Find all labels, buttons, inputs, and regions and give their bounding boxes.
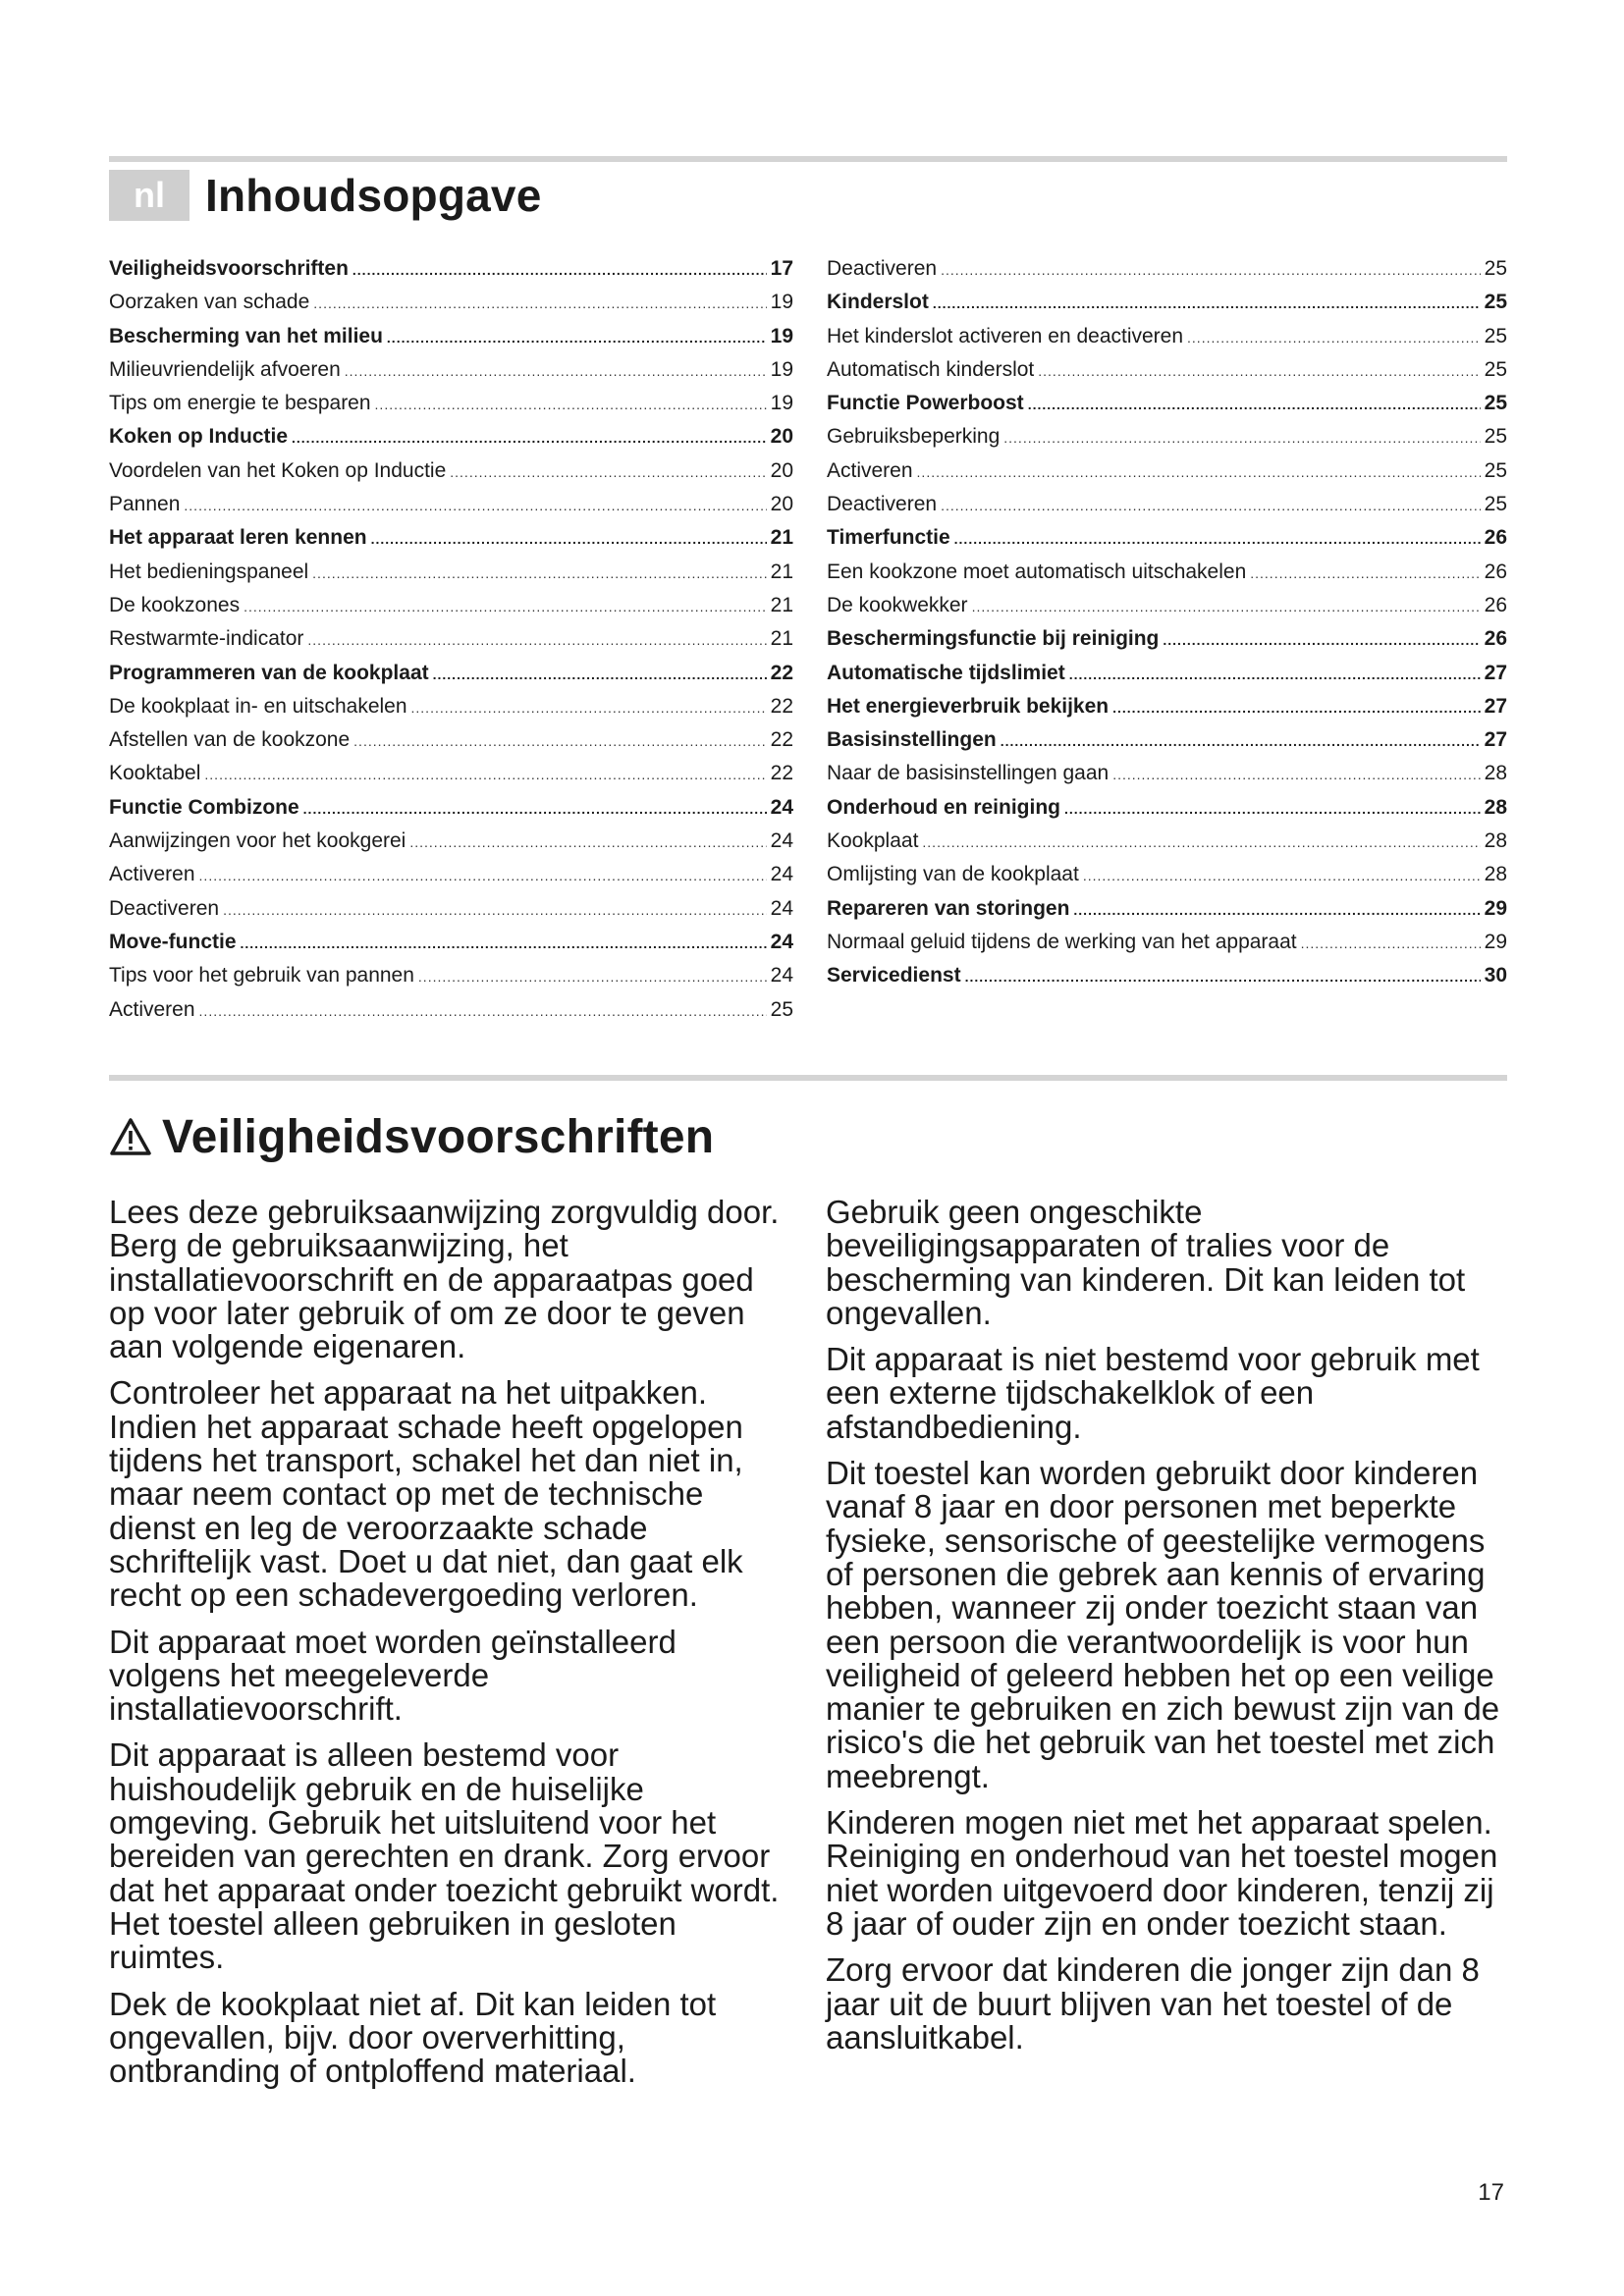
toc-entry-page: 22 (770, 762, 793, 785)
toc-entry-title: Onderhoud en reiniging (827, 795, 1060, 819)
toc-entry-title: Een kookzone moet automatisch uitschakelen (827, 560, 1247, 583)
toc-entry-title: Het bedieningspaneel (109, 560, 309, 583)
toc-entry[interactable] (109, 964, 793, 997)
toc-leader-dots (1112, 767, 1480, 782)
toc-leader-dots (418, 969, 767, 985)
toc-entry-title: Tips voor het gebruik van pannen (109, 964, 414, 988)
body-paragraph: Gebruik geen ongeschikte beveiligingsapparaten of tralies voor de bescherming van kinderen. Dit kan leiden tot ongevallen. (826, 1194, 1466, 1331)
toc-entry-page: 24 (770, 863, 793, 886)
toc-leader-dots (954, 531, 1481, 547)
toc-entry-page: 22 (770, 694, 793, 718)
toc-entry-page: 21 (770, 593, 793, 616)
toc-entry[interactable] (827, 325, 1507, 358)
toc-entry-title: Tips om energie te besparen (109, 392, 371, 415)
toc-entry-page: 28 (1484, 829, 1507, 853)
toc-entry-title: Basisinstellingen (827, 728, 997, 752)
toc-leader-dots (371, 531, 767, 547)
toc-entry[interactable] (109, 728, 793, 762)
toc-leader-dots (199, 868, 767, 883)
toc-entry-page: 19 (770, 324, 793, 347)
language-tag: nl (109, 170, 189, 221)
toc-entry[interactable] (827, 964, 1507, 997)
toc-entry-page: 21 (770, 627, 793, 651)
toc-entry-title: Functie Powerboost (827, 392, 1024, 415)
toc-leader-dots (1038, 363, 1480, 379)
toc-leader-dots (1064, 801, 1481, 817)
toc-leader-dots (1187, 330, 1481, 346)
body-paragraph: Dek de kookplaat niet af. Dit kan leiden tot ongevallen, bijv. door oververhitting, ontbranding of ontploffend materiaal. (109, 1985, 717, 2090)
toc-entry-title: Het apparaat leren kennen (109, 526, 367, 550)
toc-entry-title: Kooktabel (109, 762, 201, 785)
toc-entry-page: 27 (1484, 728, 1507, 752)
warning-triangle-icon (109, 1117, 152, 1156)
toc-right-column (827, 257, 1507, 998)
toc-entry-title: Restwarmte-indicator (109, 627, 304, 651)
toc-entry[interactable] (109, 459, 793, 493)
toc-leader-dots (244, 599, 767, 614)
toc-leader-dots (223, 902, 767, 918)
toc-entry-page: 19 (770, 357, 793, 381)
toc-entry-title: Normaal geluid tijdens de werking van het apparaat (827, 930, 1297, 953)
toc-entry[interactable] (827, 695, 1507, 728)
toc-entry-page: 25 (770, 997, 793, 1021)
body-paragraph: Kinderen mogen niet met het apparaat spelen. Reiniging en onderhoud van het toestel mogen niet worden uitgevoerd door kinderen, tenzij zij 8 jaar of ouder zijn en onder toezicht staan. (826, 1804, 1498, 1942)
body-paragraph: Dit toestel kan worden gebruikt door kinderen vanaf 8 jaar en door personen met beperkte fysieke, sensorische of geestelijke vermogens of personen die gebrek aan kennis of ervaring hebben, wanneer zij onder toezicht staan van een persoon die verantwoordelijk is voor hun veiligheid of geleerd hebben het op een veilige manier te gebruiken en zich bewust zijn van de risico's die het gebruik van het toestel met zich meebrengt. (826, 1455, 1500, 1794)
top-rule (109, 156, 1507, 162)
toc-entry-page: 25 (1484, 458, 1507, 482)
body-paragraph: Dit apparaat is alleen bestemd voor huishoudelijk gebruik en de huiselijke omgeving. Gebruik het uitsluitend voor het bereiden van gerechten en drank. Zorg ervoor dat het apparaat onder toezicht gebruikt wordt. Het toestel alleen gebruiken in gesloten ruimtes. (109, 1736, 780, 1976)
toc-leader-dots (204, 767, 766, 782)
toc-entry-page: 27 (1484, 694, 1507, 718)
toc-entry-page: 19 (770, 392, 793, 415)
toc-entry-page: 25 (1484, 392, 1507, 415)
toc-entry-page: 26 (1484, 560, 1507, 583)
toc-entry[interactable] (109, 998, 793, 1032)
toc-entry-title: Repareren van storingen (827, 896, 1070, 920)
page-number: 17 (1478, 2179, 1504, 2206)
toc-entry-page: 25 (1484, 257, 1507, 280)
toc-leader-dots (353, 733, 766, 749)
toc-entry-title: Deactiveren (827, 257, 938, 280)
toc-entry-title: Move-functie (109, 930, 237, 953)
toc-header (109, 169, 542, 222)
toc-entry-title: De kookzones (109, 593, 241, 616)
toc-entry[interactable] (109, 561, 793, 594)
toc-leader-dots (1001, 733, 1481, 749)
toc-entry-page: 26 (1484, 593, 1507, 616)
toc-entry-page: 24 (770, 964, 793, 988)
toc-entry-page: 21 (770, 526, 793, 550)
toc-entry-page: 28 (1484, 762, 1507, 785)
toc-entry-page: 24 (770, 896, 793, 920)
toc-leader-dots (941, 262, 1481, 278)
toc-entry-title: Automatische tijdslimiet (827, 661, 1065, 684)
toc-entry-title: Omlijsting van de kookplaat (827, 863, 1079, 886)
toc-entry-title: De kookwekker (827, 593, 968, 616)
toc-entry-title: Functie Combizone (109, 795, 299, 819)
toc-leader-dots (1250, 565, 1480, 581)
toc-entry-title: Activeren (827, 458, 913, 482)
toc-leader-dots (352, 262, 767, 278)
toc-leader-dots (933, 295, 1481, 311)
toc-entry-page: 19 (770, 291, 793, 314)
toc-entry-title: Activeren (109, 863, 195, 886)
toc-entry[interactable] (109, 358, 793, 392)
toc-entry[interactable] (827, 863, 1507, 896)
toc-leader-dots (375, 397, 767, 412)
toc-leader-dots (1069, 667, 1481, 682)
toc-entry-page: 28 (1484, 863, 1507, 886)
toc-entry[interactable] (827, 829, 1507, 863)
toc-entry[interactable] (827, 257, 1507, 291)
toc-entry[interactable] (109, 627, 793, 661)
toc-entry[interactable] (109, 291, 793, 324)
section-header (109, 1104, 714, 1169)
toc-leader-dots (433, 667, 767, 682)
toc-entry-page: 20 (770, 493, 793, 516)
toc-entry-page: 17 (770, 257, 793, 280)
toc-entry[interactable] (827, 459, 1507, 493)
toc-entry-page: 26 (1484, 627, 1507, 651)
toc-entry-page: 24 (770, 930, 793, 953)
toc-entry[interactable] (109, 662, 793, 695)
toc-leader-dots (199, 1003, 767, 1019)
toc-entry-title: Beschermingsfunctie bij reiniging (827, 627, 1160, 651)
toc-entry-title: Voordelen van het Koken op Inductie (109, 458, 447, 482)
toc-entry[interactable] (827, 627, 1507, 661)
toc-entry[interactable] (109, 425, 793, 458)
toc-left-column (109, 257, 793, 1032)
toc-entry[interactable] (827, 526, 1507, 560)
toc-leader-dots (1073, 902, 1480, 918)
toc-entry-title: Kinderslot (827, 291, 929, 314)
toc-entry-page: 29 (1484, 930, 1507, 953)
body-right-column (826, 1196, 1513, 2067)
toc-entry[interactable] (109, 493, 793, 526)
body-paragraph: Zorg ervoor dat kinderen die jonger zijn dan 8 jaar uit de buurt blijven van het toestel of de aansluitkabel. (826, 1951, 1480, 2056)
toc-entry-page: 22 (770, 661, 793, 684)
toc-leader-dots (941, 498, 1481, 513)
section-rule (109, 1075, 1507, 1081)
toc-entry[interactable] (109, 897, 793, 931)
toc-entry-title: Deactiveren (827, 493, 938, 516)
toc-entry-title: Aanwijzingen voor het kookgerei (109, 829, 406, 853)
toc-entry-title: Programmeren van de kookplaat (109, 661, 429, 684)
toc-leader-dots (450, 464, 766, 480)
toc-entry[interactable] (827, 392, 1507, 425)
toc-entry[interactable] (827, 762, 1507, 795)
toc-entry-page: 25 (1484, 493, 1507, 516)
toc-entry-title: Gebruiksbeperking (827, 425, 1001, 449)
toc-leader-dots (922, 834, 1480, 850)
toc-entry-page: 24 (770, 795, 793, 819)
body-left-column (109, 1196, 786, 2101)
toc-entry-title: Automatisch kinderslot (827, 357, 1035, 381)
toc-leader-dots (1301, 935, 1481, 951)
toc-leader-dots (303, 801, 767, 817)
toc-entry-title: De kookplaat in- en uitschakelen (109, 694, 407, 718)
toc-entry[interactable] (827, 662, 1507, 695)
toc-entry-page: 29 (1484, 896, 1507, 920)
toc-entry-title: Koken op Inductie (109, 425, 289, 449)
toc-leader-dots (411, 700, 767, 716)
toc-entry[interactable] (827, 493, 1507, 526)
toc-leader-dots (307, 632, 766, 648)
toc-entry[interactable] (109, 863, 793, 896)
toc-entry-page: 25 (1484, 425, 1507, 449)
toc-entry-title: Oorzaken van schade (109, 291, 310, 314)
toc-entry-page: 28 (1484, 795, 1507, 819)
body-paragraph: Controleer het apparaat na het uitpakken. Indien het apparaat schade heeft opgelopen tijdens het transport, schakel het dan niet in, maar neem contact op met de technische dienst en leg de veroorzaakte schade schriftelijk vast. Doet u dat niet, dan gaat elk recht op een schadevergoeding verloren. (109, 1374, 743, 1614)
toc-entry[interactable] (109, 829, 793, 863)
toc-entry[interactable] (827, 931, 1507, 964)
toc-entry-page: 20 (770, 458, 793, 482)
toc-entry-page: 24 (770, 829, 793, 853)
toc-entry[interactable] (109, 526, 793, 560)
toc-entry-title: Timerfunctie (827, 526, 950, 550)
toc-entry-title: Deactiveren (109, 896, 220, 920)
toc-entry[interactable] (827, 897, 1507, 931)
toc-leader-dots (917, 464, 1481, 480)
toc-entry[interactable] (827, 358, 1507, 392)
toc-entry[interactable] (109, 931, 793, 964)
toc-leader-dots (1083, 868, 1481, 883)
toc-entry[interactable] (827, 425, 1507, 458)
toc-entry-page: 26 (1484, 526, 1507, 550)
toc-entry-page: 30 (1484, 964, 1507, 988)
toc-leader-dots (1028, 397, 1481, 412)
toc-entry[interactable] (109, 257, 793, 291)
toc-entry[interactable] (109, 392, 793, 425)
toc-entry[interactable] (109, 594, 793, 627)
toc-entry[interactable] (827, 796, 1507, 829)
toc-leader-dots (345, 363, 767, 379)
section-title: Veiligheidsvoorschriften (162, 1110, 715, 1163)
toc-entry-title: Naar de basisinstellingen gaan (827, 762, 1110, 785)
body-paragraph: Lees deze gebruiksaanwijzing zorgvuldig door. Berg de gebruiksaanwijzing, het installatievoorschrift en de apparaatpas goed op voor later gebruik of om ze door te geven aan volgende eigenaren. (109, 1194, 780, 1365)
body-paragraph: Dit apparaat moet worden geïnstalleerd volgens het meegeleverde installatievoorschrift. (109, 1623, 677, 1728)
toc-entry-title: Het kinderslot activeren en deactiveren (827, 324, 1184, 347)
toc-entry[interactable] (109, 796, 793, 829)
toc-leader-dots (241, 935, 767, 951)
toc-entry[interactable] (109, 325, 793, 358)
toc-entry-page: 20 (770, 425, 793, 449)
toc-leader-dots (1163, 632, 1480, 648)
toc-entry[interactable] (109, 762, 793, 795)
toc-entry[interactable] (827, 291, 1507, 324)
toc-entry[interactable] (827, 561, 1507, 594)
toc-leader-dots (1112, 700, 1481, 716)
toc-entry-page: 25 (1484, 357, 1507, 381)
toc-leader-dots (184, 498, 766, 513)
toc-entry-page: 25 (1484, 324, 1507, 347)
toc-entry-title: Bescherming van het milieu (109, 324, 383, 347)
toc-title: Inhoudsopgave (205, 170, 542, 221)
toc-entry-title: Kookplaat (827, 829, 919, 853)
toc-leader-dots (312, 565, 766, 581)
toc-entry[interactable] (827, 728, 1507, 762)
toc-entry[interactable] (827, 594, 1507, 627)
toc-entry-title: Het energieverbruik bekijken (827, 694, 1110, 718)
toc-entry-title: Servicedienst (827, 964, 961, 988)
toc-entry-title: Activeren (109, 997, 195, 1021)
toc-leader-dots (972, 599, 1481, 614)
toc-leader-dots (387, 330, 767, 346)
toc-leader-dots (292, 430, 767, 446)
toc-leader-dots (313, 295, 766, 311)
toc-entry-title: Milieuvriendelijk afvoeren (109, 357, 341, 381)
toc-entry-page: 25 (1484, 291, 1507, 314)
toc-entry-title: Pannen (109, 493, 181, 516)
toc-entry-page: 21 (770, 560, 793, 583)
toc-entry-title: Afstellen van de kookzone (109, 728, 351, 752)
toc-leader-dots (1003, 430, 1480, 446)
toc-entry-page: 22 (770, 728, 793, 752)
toc-entry-page: 27 (1484, 661, 1507, 684)
toc-leader-dots (965, 969, 1481, 985)
toc-entry[interactable] (109, 695, 793, 728)
toc-entry-title: Veiligheidsvoorschriften (109, 257, 349, 280)
body-paragraph: Dit apparaat is niet bestemd voor gebruik met een externe tijdschakelklok of een afstandbediening. (826, 1341, 1480, 1445)
toc-leader-dots (409, 834, 766, 850)
